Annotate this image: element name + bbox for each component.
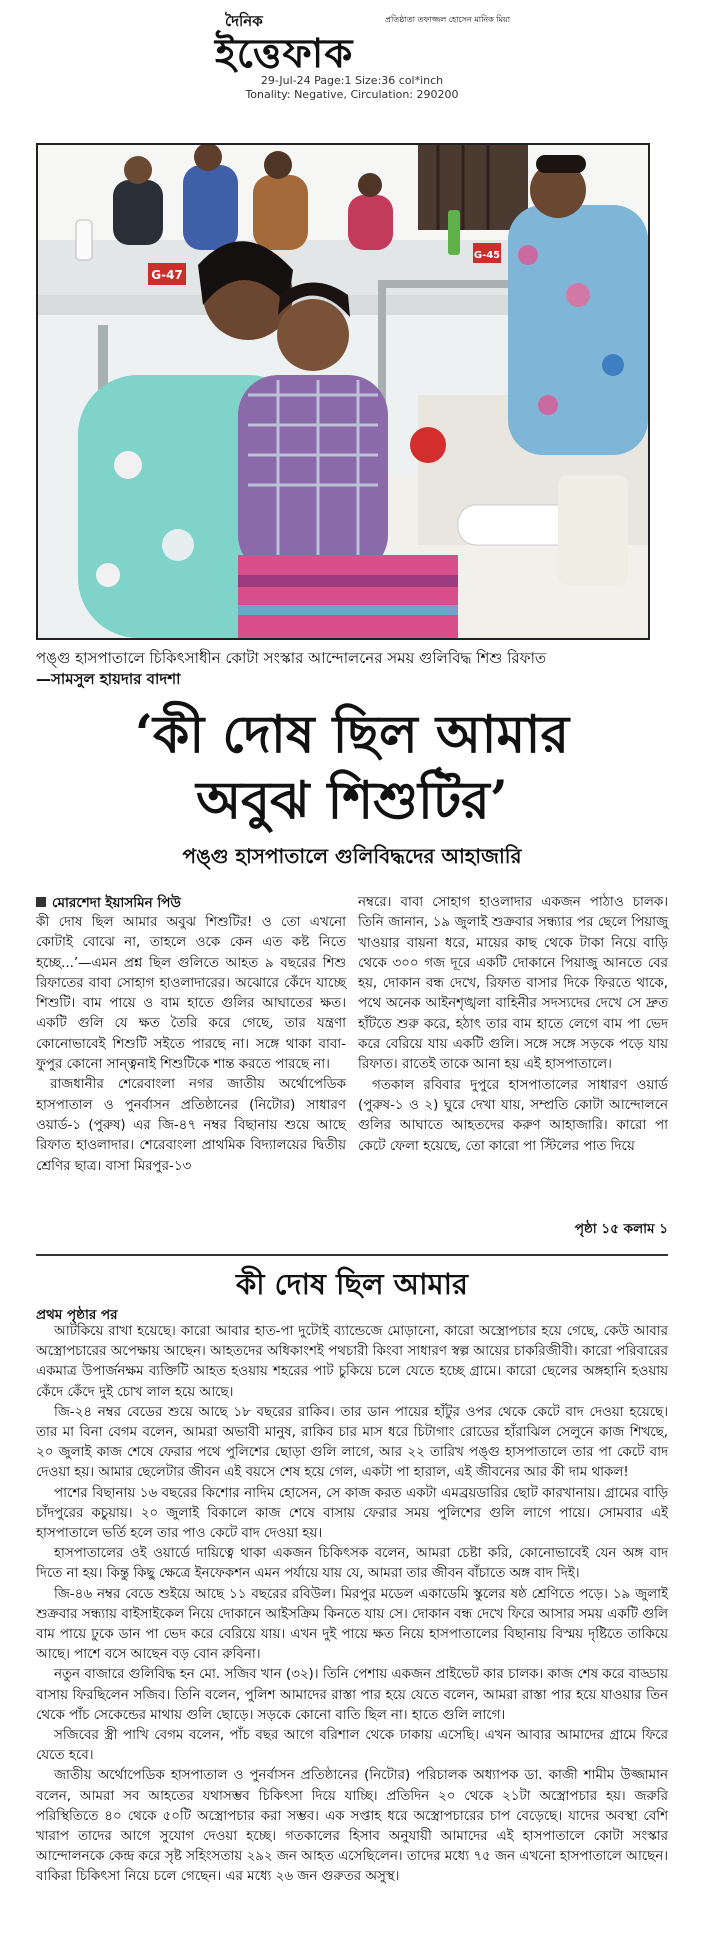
jump-paragraph: নতুন বাজারে গুলিবিদ্ধ হন মো. সজিব খান (৩২)। তিনি পেশায় একজন প্রাইভেট কার চালক। কাজ শেষ করে বাড্ডায় বাসায় ফিরছিলেন সজিব। তিনি বলেন, পুলিশ আমাদের রাস্তা পার হয়ে যেতে বলেন, আমরা রাস্তা পার হয়ে যাওয়ার তিন থেকে পাঁচ সেকেন্ডের মাথায় গুলি ছোড়ে। সড়কে কোনো বাতি ছিল না। হাতে গুলি লাগে। [36, 1667, 668, 1723]
article-column-right [358, 893, 668, 1157]
jump-paragraph: জি-২৪ নম্বর বেডের শুয়ে আছে ১৮ বছরের রাকিব। তার ডান পায়ের হাঁটুর ওপর থেকে কেটে বাদ দেওয়া হয়েছে। তার মা বিনা বেগম বলেন, আমরা অভাবী মানুষ, রাকিব চার মাস ধরে চিটাগাং রোডের হাঁরাঝিল সেলুনে কাজ শিখছে, ২০ জুলাই কাজ শেষে ফেরার পথে পুলিশের ছোড়া গুলি লাগে, আর ২২ তারিখ পঙ্গু হাসপাতালে তার পা কেটে বাদ দেওয়া হয়। আমার ছেলেটার জীবন এই বয়সে শেষ হয়ে গেল, একটা পা হারাল, এই জীবনের আর কী দাম থাকল! [36, 1404, 669, 1481]
photo-credit: —সামসুল হায়দার বাদশা [36, 670, 181, 688]
jump-paragraph: জাতীয় অর্থোপেডিক হাসপাতাল ও পুনর্বাসন প্রতিষ্ঠানের (নিটোর) পরিচালক অধ্যাপক ডা. কাজী শামীম উজ্জামান বলেন, আমরা সব আহতের যথাসম্ভব চিকিৎসা দিয়ে যাচ্ছি। প্রতিদিন ২০ থেকে ২১টা অস্ত্রোপচার হয়। জরুরি পরিস্থিতিতে ৪০ থেকে ৫০টি অস্ত্রোপচার করা সম্ভব। এক সপ্তাহ ধরে অস্ত্রোপচারের চাপ বেড়েছে। যাদের অবস্থা বেশি খারাপ তাদের আগে সুযোগ দেওয়া হচ্ছে। গতকালের হিসাব অনুযায়ী আমাদের এই হাসপাতালে কোটা সংস্কার আন্দোলনকে কেন্দ্র করে সৃষ্ট সহিংসতায় ২৯২ জন আহত এসেছিলেন। তাদের মধ্যে ৭৫ জন এখনো হাসপাতালে আছেন। বাকিরা চিকিৎসা নিয়ে চলে গেছেন। এর মধ্যে ২৬ জন গুরুতর অসুস্থ। [36, 1768, 668, 1885]
logo-tagline: প্রতিষ্ঠাতা তফাজ্জল হোসেন মানিক মিয়া [385, 15, 511, 24]
masthead [0, 6, 704, 106]
jump-paragraph: আটকিয়ে রাখা হয়েছে। কারো আবার হাত-পা দুটোই ব্যান্ডেজে মোড়ানো, কারো অস্ত্রোপচার হয়ে গেছে, কেউ আবার অস্ত্রোপচারের অপেক্ষায় আছেন। আহতদের অধিকাংশই পথচারী কিংবা সাধারণ স্বল্প আয়ের চাকরিজীবী। কারো পরিবারের একমাত্র উপার্জনক্ষম ব্যক্তিটি আহত হওয়ায় শহরের পাট চুকিয়ে চলে যেতে হচ্ছে গ্রামে। কারো ছেলের অঙ্গহানি হওয়ায় কেঁদে কেঁদে দুই চোখ লাল হয়ে আছে। [36, 1324, 668, 1400]
jump-from-label: প্রথম পৃষ্ঠার পর [36, 1307, 118, 1323]
article-paragraph: রাজধানীর শেরেবাংলা নগর জাতীয় অর্থোপেডিক হাসপাতাল ও পুনর্বাসন প্রতিষ্ঠানের (নিটোর) সাধারণ ওয়ার্ড-১ (পুরুষ) এর জি-৪৭ নম্বর বিছানায় শুয়ে আছে রিফাত হাওলাদার। শেরেবাংলা প্রাথমিক বিদ্যালয়ের দ্বিতীয় শ্রেণির ছাত্র। বাসা মিরপুর-১৩ [36, 1077, 346, 1174]
byline-name: মোরশেদা ইয়াসমিন পিউ [52, 895, 181, 911]
hospital-ward-illustration [38, 145, 648, 638]
continued-note: পৃষ্ঠা ১৫ কলাম ১ [574, 1221, 668, 1237]
photo-caption [36, 648, 666, 690]
bed-sign-left: G-47 [151, 268, 183, 282]
logo-top-word: দৈনিক [225, 12, 263, 30]
jump-paragraph: পাশের বিছানায় ১৬ বছরের কিশোর নাদিম হোসেন, সে কাজ করত একটা এমব্রয়ডারির ছোট কারখানায়। গ্রামের বাড়ি চাঁদপুরের কচুয়ায়। ২০ জুলাই বিকালে কাজ শেষে বাসায় ফেরার সময় পুলিশের গুলি লাগে পায়ে। সোমবার এই হাসপাতালে ভর্তি হলে তার পাও কেটে বাদ দেওয়া হয়। [36, 1485, 668, 1542]
section-divider [36, 1254, 668, 1256]
article-column-left [36, 893, 346, 1177]
headline-line-2: অবুঝ শিশুটির’ [196, 770, 508, 831]
jump-paragraph: জি-৪৬ নম্বর বেডে শুইয়ে আছে ১১ বছরের রবিউল। মিরপুর মডেল একাডেমি স্কুলের ষষ্ঠ শ্রেণিতে পড়ে। ১৯ জুলাই শুক্রবার সন্ধ্যায় বাইসাইকেল নিয়ে দোকানে আইসক্রিম কিনতে যায় সে। দোকান বন্ধ দেখে ফিরে আসার সময় একটি গুলি বাম পায়ে ঢুকে ডান পা ভেদ করে বেরিয়ে যায়। এখন দুই পায়ে ক্ষত নিয়ে হাসপাতালের বিছানায় বিস্ময় দৃষ্টিতে তাকিয়ে আছে। পাশে বসে আছেন বড় বোন রুবিনা। [36, 1586, 668, 1663]
headline-line-1: ‘কী দোষ ছিল আমার [134, 704, 570, 765]
logo-main-word: ইত্তেফাক [215, 31, 354, 77]
news-photo [36, 143, 650, 640]
bed-sign-right: G-45 [473, 250, 501, 261]
jump-body [36, 1322, 668, 1888]
clipping-meta-date: 29-Jul-24 Page:1 Size:36 col*inch [260, 74, 444, 87]
newspaper-logo [215, 10, 511, 77]
article-paragraph: কী দোষ ছিল আমার অবুঝ শিশুটির! ও তো এখনো কোটাই বোঝে না, তাহলে ওকে কেন এত কষ্ট নিতে হচ্ছে...’—এমন প্রশ্ন ছিল গুলিতে আহত ৯ বছরের শিশু রিফাতের বাবা সোহাগ হাওলাদারের। অঝোরে কেঁদে যাচ্ছে শিশুটি। বাম পায়ে ও বাম হাতে গুলির আঘাতের ক্ষত। একটি গুলি যে ক্ষত তৈরি করে গেছে, তার যন্ত্রণা কোনোভাবেই শিশুটি সইতে পারছে না। সঙ্গে থাকা বাবা-ফুপুর কোনো সান্ত্বনাই শিশুটিকে শান্ত করতে পারছে না। [36, 915, 346, 1073]
jump-paragraph: সজিবের স্ত্রী পাখি বেগম বলেন, পাঁচ বছর আগে বরিশাল থেকে ঢাকায় এসেছি। এখন আবার আমাদের গ্রামে ফিরে যেতে হবে। [36, 1728, 668, 1764]
article-columns [36, 893, 668, 1241]
byline-square-icon [36, 897, 46, 907]
article-paragraph: নম্বরে। বাবা সোহাগ হাওলাদার একজন পাঠাও চালক। তিনি জানান, ১৯ জুলাই শুক্রবার সন্ধ্যার পর ছেলে পিয়াজু খাওয়ার বায়না ধরে, মায়ের কাছ থেকে টাকা নিয়ে বাড়ি থেকে ৩০০ গজ দূরে একটি দোকানে পিয়াজু আনতে বের হয়, দোকান বন্ধ দেখে, রিফাত বাসার দিকে ফিরতে থাকে, পথে অনেক আইনশৃঙ্খলা বাহিনীর সদস্যদের দেখে সে দ্রুত হাঁটতে শুরু করে, হঠাৎ তার বাম হাতে লেগে বাম পা ভেদ করে বেরিয়ে যায় একটি গুলি। সঙ্গে সঙ্গে সড়কে পড়ে যায় রিফাত। রাতেই তাকে আনা হয় এই হাসপাতালে। [358, 895, 668, 1073]
subheadline: পঙ্গু হাসপাতালে গুলিবিদ্ধদের আহাজারি [182, 844, 522, 868]
caption-text: পঙ্গু হাসপাতালে চিকিৎসাধীন কোটা সংস্কার আন্দোলনের সময় গুলিবিদ্ধ শিশু রিফাত [36, 649, 547, 667]
article-paragraph: গতকাল রবিবার দুপুরে হাসপাতালের সাধারণ ওয়ার্ড (পুরুষ-১ ও ২) ঘুরে দেখা যায়, সম্প্রতি কোটা আন্দোলনে গুলির আঘাতে আহতদের করুণ আহাজারি। কারো পা কেটে ফেলা হয়েছে, তো কারো পা স্টিলের পাত দিয়ে [358, 1077, 668, 1154]
jump-paragraph: হাসপাতালের ওই ওয়ার্ডে দায়িত্বে থাকা একজন চিকিৎসক বলেন, আমরা চেষ্টা করি, কোনোভাবেই যেন অঙ্গ বাদ দিতে না হয়। কিন্তু কিছু ক্ষেত্রে ইনফেকশন এমন পর্যায়ে যায় যে, আমরা তার জীবন বাঁচাতে অঙ্গ বাদ দিই। [36, 1546, 668, 1582]
clipping-meta-tonality: Tonality: Negative, Circulation: 290200 [245, 88, 459, 101]
headline [36, 702, 668, 834]
jump-headline: কী দোষ ছিল আমার [235, 1267, 469, 1301]
byline [36, 893, 346, 913]
